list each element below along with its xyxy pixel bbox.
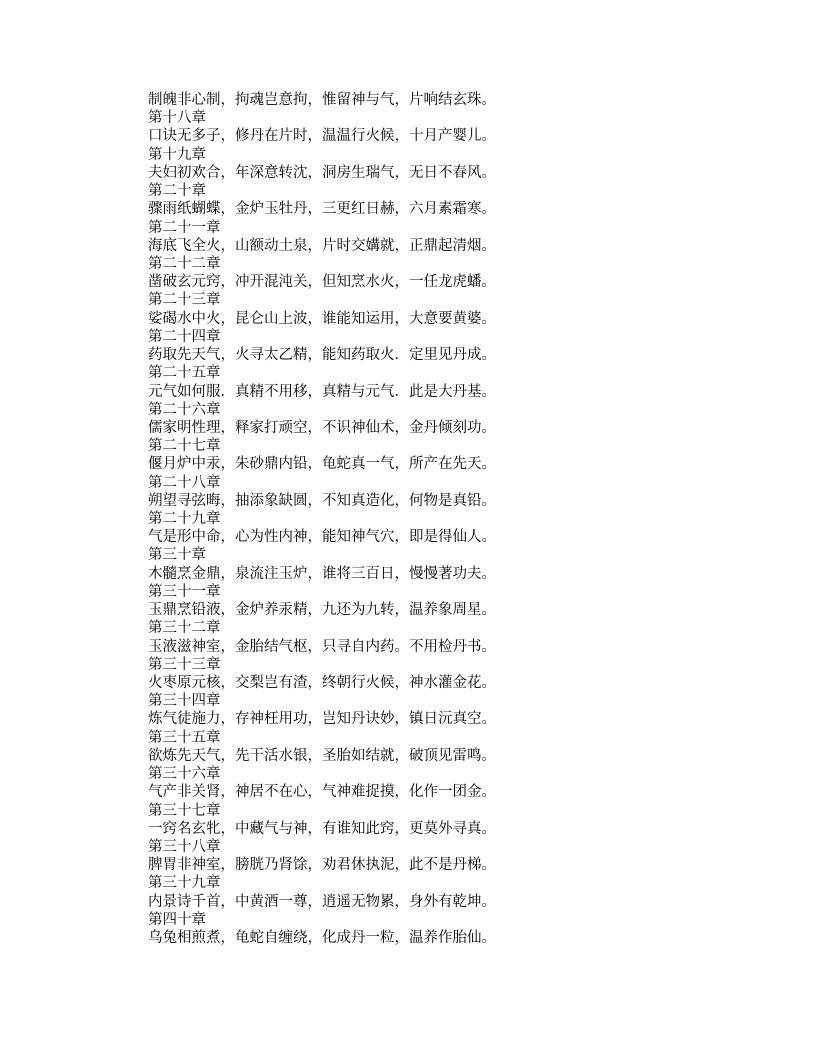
verse-line: 炼气徒施力，存神枉用功，岂知丹诀妙，镇日沅真空。	[148, 711, 496, 728]
chapter-heading: 第二十章	[148, 183, 206, 200]
chapter-heading: 第三十三章	[148, 656, 221, 673]
verse-line: 欲炼先天气，先干活水银，圣胎如结就，破顶见雷鸣。	[148, 747, 496, 764]
verse-line: 乌兔相煎煮，龟蛇自缠绕，化成丹一粒，温养作胎仙。	[148, 930, 496, 947]
chapter-heading: 第二十七章	[148, 438, 221, 455]
verse-line: 木髓烹金鼎，泉流注玉炉，谁将三百日，慢慢著功夫。	[148, 565, 496, 582]
verse-line: 朔望寻弦晦，抽添象缺圆，不知真造化，何物是真铅。	[148, 492, 496, 509]
verse-line: 火枣原元核，交梨岂有渣，终朝行火候，神水灌金花。	[148, 675, 496, 691]
verse-line: 玉鼎烹铅液，金炉养汞精，九还为九转，温养象周星。	[148, 602, 496, 619]
chapter-heading: 第二十三章	[148, 292, 221, 309]
chapter-heading: 第三十四章	[148, 693, 221, 710]
chapter-heading: 第二十八章	[148, 474, 221, 491]
verse-line: 一窍名玄牝，中藏气与神，有谁知此窍，更莫外寻真。	[148, 820, 496, 837]
chapter-heading: 第二十二章	[148, 255, 221, 272]
chapter-heading: 第三十九章	[148, 875, 221, 892]
chapter-heading: 第十九章	[148, 146, 206, 163]
chapter-heading: 第二十一章	[148, 219, 221, 236]
verse-line: 气是形中命，心为性内神，能知神气穴，即是得仙人。	[148, 529, 496, 546]
chapter-heading: 第三十二章	[148, 620, 221, 637]
verse-line: 口诀无多子，修丹在片时，温温行火候，十月产婴儿。	[148, 128, 496, 145]
chapter-heading: 第三十章	[148, 547, 206, 564]
verse-line: 玉液滋神室，金胎结气枢，只寻自内药。不用检丹书。	[148, 638, 496, 655]
verse-line: 元气如何服．真精不用移，真精与元气．此是大丹基。	[148, 383, 496, 400]
chapter-heading: 第二十四章	[148, 328, 221, 345]
chapter-heading: 第三十六章	[148, 766, 221, 783]
verse-line: 凿破玄元窍，冲开混沌关，但知烹水火，一任龙虎蟠。	[148, 274, 496, 291]
verse-line: 偃月炉中汞，朱砂鼎内铅，龟蛇真一气，所产在先天。	[148, 456, 496, 473]
verse-line: 海底飞全火，山额动土泉，片时交媾就，正鼎起清烟。	[148, 237, 496, 254]
chapter-heading: 第三十一章	[148, 583, 221, 600]
chapter-heading: 第十八章	[148, 110, 206, 127]
chapter-heading: 第二十六章	[148, 401, 221, 418]
verse-line: 娑碣水中火，昆仑山上波，谁能知运用，大意要黄婆。	[148, 310, 496, 327]
verse-line: 脾胃非神室，膀胱乃肾馀，劝君休执泥，此不是丹梯。	[148, 857, 496, 874]
verse-line: 骤雨纸蝴蝶，金炉玉牡丹，三更红日赫，六月素霜寒。	[148, 201, 496, 218]
verse-line: 夫妇初欢合，年深意转沈，洞房生瑞气，无日不春风。	[148, 164, 496, 181]
verse-line: 内景诗千首，中黄酒一尊，逍遥无物累，身外有乾坤。	[148, 893, 496, 910]
chapter-heading: 第四十章	[148, 911, 206, 928]
verse-line: 儒家明性理，释家打顽空，不识神仙术，金丹倾刻功。	[148, 419, 496, 436]
text-block	[148, 91, 708, 947]
chapter-heading: 第三十五章	[148, 729, 221, 746]
verse-line: 制魄非心制，拘魂岂意拘，惟留神与气，片响结玄珠。	[148, 92, 496, 108]
chapter-heading: 第三十八章	[148, 838, 221, 855]
chapter-heading: 第二十五章	[148, 365, 221, 382]
chapter-heading: 第三十七章	[148, 802, 221, 819]
verse-line: 药取先天气，火寻太乙精，能知药取火．定里见丹成。	[148, 347, 496, 364]
chapter-heading: 第二十九章	[148, 511, 221, 528]
verse-line: 气产非关肾，神居不在心，气神难捉摸，化作一团金。	[148, 784, 496, 801]
